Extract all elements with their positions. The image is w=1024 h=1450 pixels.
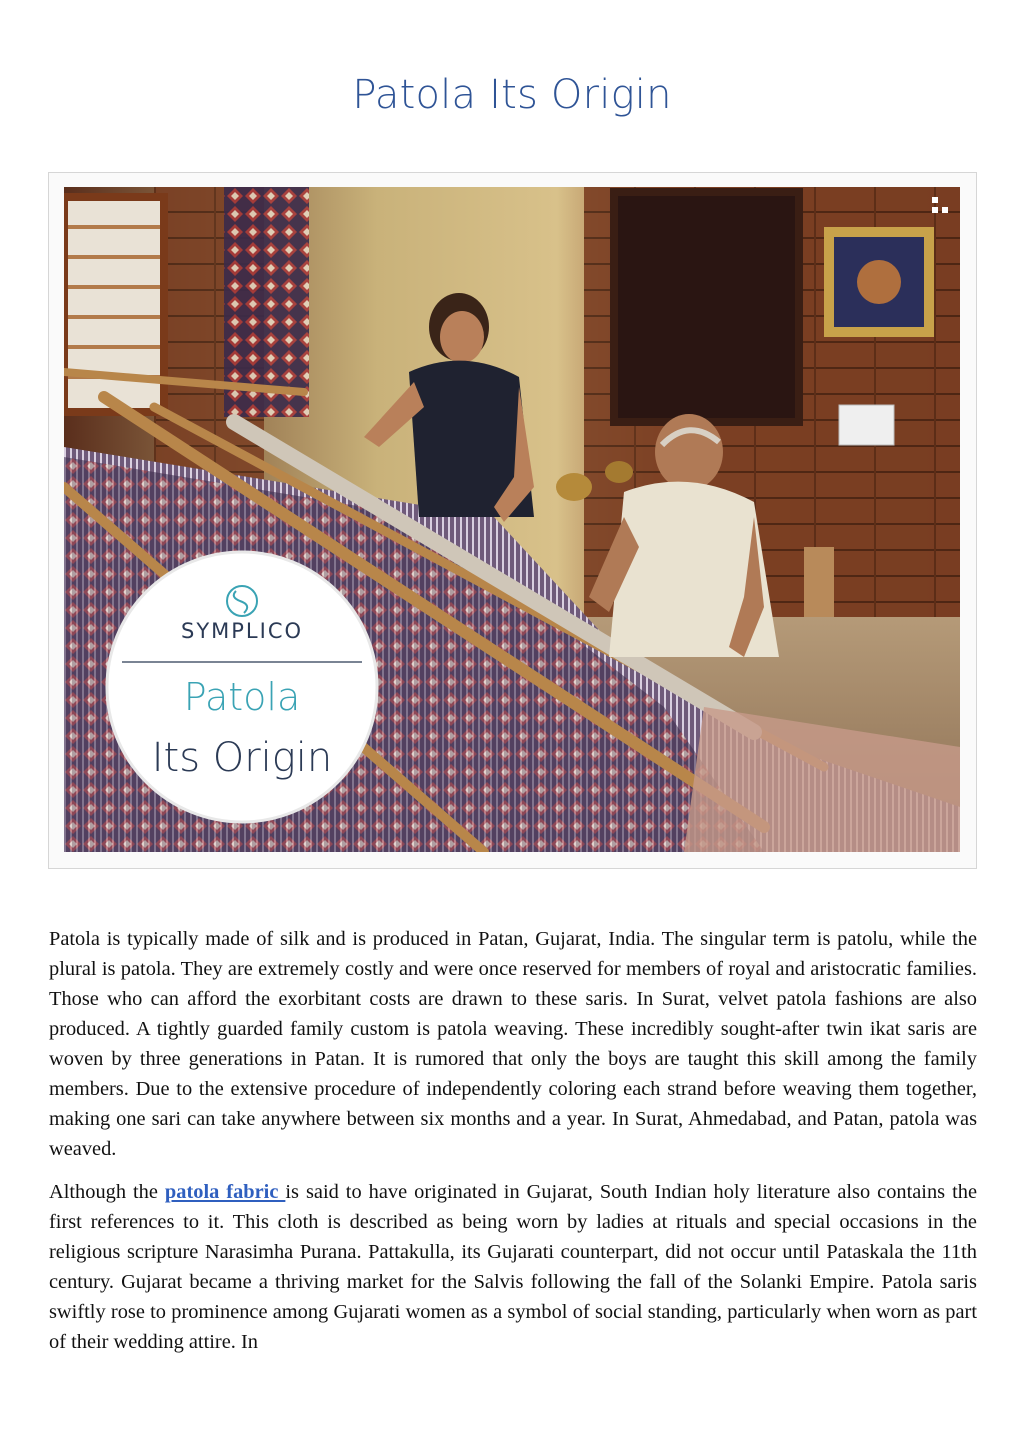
paragraph-2-rest: is said to have originated in Gujarat, South Indian holy literature also contains the first references to it. This cloth is described as being worn by ladies at rituals and special occasions in the religious scripture Narasimha Purana. Pattakulla, its Gujarati counterpart, did not occur until Pataskala the 11th century. Gujarat became a thriving market for the Salvis following the fall of the Solanki Empire. Patola saris swiftly rose to prominence among Gujarati women as a symbol of social standing, particularly when worn as part of their wedding attire. In [49,1181,977,1353]
paragraph-2-lead: Although the [49,1181,165,1203]
article-body [49,924,977,1370]
logo-brand: SYMPLICO [180,619,304,643]
page-title: Patola Its Origin [352,72,672,118]
logo-heading-patola: Patola [183,675,301,719]
paragraph-1: Patola is typically made of silk and is produced in Patan, Gujarat, India. The singular term is patolu, while the plural is patola. They are extremely costly and were once reserved for members of royal and aristocratic families. Those who can afford the exorbitant costs are drawn to these saris. In Surat, velvet patola fashions are also produced. A tightly guarded family custom is patola weaving. These incredibly sought-after twin ikat saris are woven by three generations in Patan. It is rumored that only the boys are taught this skill among the family members. Due to the extensive procedure of independently coloring each strand before weaving them together, making one sari can take anywhere between six months and a year. In Surat, Ahmedabad, and Patan, patola was weaved. [49,928,977,1160]
paragraph-2 [49,1177,977,1357]
weaving-photo [64,187,960,852]
logo-heading-origin: Its Origin [151,735,333,781]
patola-fabric-link[interactable]: patola fabric [164,1181,286,1203]
